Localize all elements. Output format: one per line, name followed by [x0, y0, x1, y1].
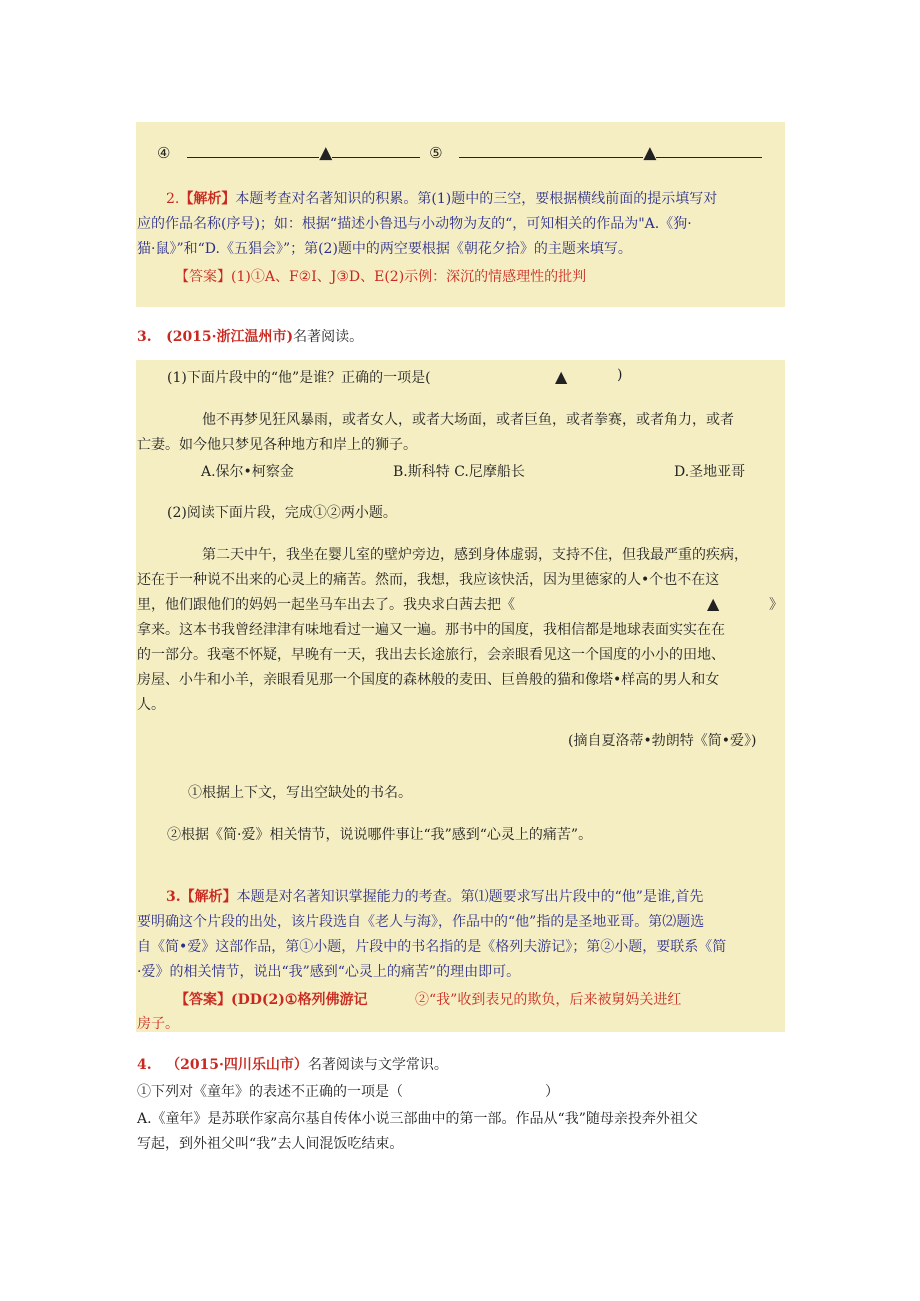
- question-4-title: 名著阅读与文学常识。: [307, 1057, 448, 1073]
- answer-2: 【答案】(1)①A、F②I、J③D、E(2)示例：深沉的情感理性的批判: [175, 269, 587, 285]
- answer-3-line-1: [175, 989, 682, 1009]
- triangle-marker: ▲: [555, 367, 568, 386]
- analysis-2-tag: 【解析】: [179, 191, 236, 207]
- analysis-3-line-1: [166, 886, 703, 906]
- passage-2-line-6: 房屋、小牛和小羊，亲眼看见那一个国度的森林般的麦田、巨兽般的猫和像塔•样高的男人和女: [137, 672, 720, 688]
- passage-2-line-3-close: 》: [769, 597, 783, 613]
- blank-line-4a: [187, 143, 319, 158]
- analysis-3-line-2: 要明确这个片段的出处，该片段选自《老人与海》，作品中的“他”指的是圣地亚哥。第⑵题选: [137, 914, 705, 930]
- triangle-marker: ▲: [707, 594, 720, 613]
- analysis-2-line-3: 猫·鼠》”和“D.《五猖会》”；第(2)题中的两空要根据《朝花夕拾》的主题来填写。: [137, 241, 632, 257]
- sub-1-text: (1)下面片段中的“他”是谁？正确的一项是(: [167, 370, 431, 386]
- analysis-2-number: 2.: [166, 191, 180, 207]
- question-3-sub-2: (2)阅读下面片段，完成①②两小题。: [167, 505, 397, 521]
- passage-2-line-1: 第二天中午，我坐在婴儿室的壁炉旁边，感到身体虚弱，支持不住，但我最严重的疾病，: [202, 547, 748, 563]
- blank-number-4: ④: [157, 144, 171, 162]
- blank-line-5a: [459, 143, 643, 158]
- blank-row: [157, 143, 762, 163]
- passage-2-line-7: 人。: [137, 697, 165, 713]
- question-3-source: (2015·浙江温州市): [166, 329, 294, 345]
- question-4-number: 4.: [137, 1057, 152, 1073]
- analysis-2-line-2: 应的作品名称(序号)；如：根据“描述小鲁迅与小动物为友的“，可知相关的作品为"A.《狗·: [137, 216, 692, 232]
- analysis-3-line-4: ·爱》的相关情节，说出“我”感到“心灵上的痛苦”的理由即可。: [137, 964, 521, 980]
- passage-2-line-3: [137, 594, 783, 614]
- blank-line-4b: [332, 143, 420, 158]
- question-4-header: [137, 1054, 448, 1074]
- passage-2-line-2: 还在于一种说不出来的心灵上的痛苦。然而，我想，我应该快活，因为里德家的人•个也不在这: [137, 572, 720, 588]
- answer-3-line-2: 房子。: [137, 1016, 179, 1032]
- passage-2-line-4: 拿来。这本书我曾经津津有味地看过一遍又一遍。那书中的国度，我相信都是地球表面实实在在: [137, 622, 725, 638]
- option-b-c: B.斯科特 C.尼摩船长: [393, 464, 525, 480]
- question-3-title: 名著阅读。: [293, 329, 364, 345]
- analysis-3-tag: 【解析】: [180, 889, 237, 905]
- question-4-sub-1: [137, 1081, 559, 1101]
- question-4-sub-1-close: ）: [545, 1084, 559, 1100]
- answer-3-part-2: ②“我”收到表兄的欺负，后来被舅妈关进红: [415, 992, 682, 1008]
- answer-3-tag: 【答案】(DD(2)①格列佛游记: [175, 992, 368, 1008]
- analysis-3-line-3: 自《简•爱》这部作品，第①小题，片段中的书名指的是《格列夫游记》；第②小题，要联系《简: [137, 939, 727, 955]
- question-4-option-a-line-1: A.《童年》是苏联作家高尔基自传体小说三部曲中的第一部。作品从“我”随母亲投奔外祖父: [137, 1111, 698, 1127]
- analysis-3-text: 本题是对名著知识掌握能力的考查。第⑴题要求写出片段中的“他”是谁,首先: [236, 889, 704, 905]
- question-3-number: 3.: [137, 329, 152, 345]
- analysis-3-number: 3.: [166, 889, 181, 905]
- option-d: D.圣地亚哥: [674, 464, 746, 480]
- blank-line-5b: [656, 143, 762, 158]
- question-4-option-a-line-2: 写起，到外祖父叫“我”去人间混饭吃结束。: [137, 1136, 404, 1152]
- blank-number-5: ⑤: [429, 144, 443, 162]
- triangle-marker: ▲: [643, 143, 657, 163]
- analysis-2-text: 本题考查对名著知识的积累。第(1)题中的三空，要根据横线前面的提示填写对: [235, 191, 718, 207]
- passage-2-line-3-text: 里，他们跟他们的妈妈一起坐马车出去了。我央求白茜去把《: [137, 597, 515, 613]
- triangle-marker: ▲: [319, 143, 333, 163]
- passage-2-line-5: 的一部分。我毫不怀疑，早晚有一天，我出去长途旅行，会亲眼看见这一个国度的小小的田地、: [137, 647, 725, 663]
- sub-1-close-paren: ): [617, 367, 623, 383]
- question-4-source: （2015·四川乐山市）: [166, 1057, 308, 1073]
- analysis-2-line-1: [166, 188, 717, 208]
- question-3-2-item-2: ②根据《简·爱》相关情节，说说哪件事让“我”感到“心灵上的痛苦”。: [167, 827, 593, 843]
- citation: (摘自夏洛蒂•勃朗特《简•爱》): [568, 733, 757, 749]
- question-3-2-item-1: ①根据上下文，写出空缺处的书名。: [188, 785, 412, 801]
- question-3-sub-1: [167, 367, 623, 387]
- passage-1-line-2: 亡妻。如今他只梦见各种地方和岸上的狮子。: [137, 437, 417, 453]
- option-a: A.保尔•柯察金: [201, 464, 294, 480]
- question-4-sub-1-text: ①下列对《童年》的表述不正确的一项是（: [137, 1084, 403, 1100]
- passage-1-line-1: 他不再梦见狂风暴雨，或者女人，或者大场面，或者巨鱼，或者拳赛，或者角力，或者: [202, 412, 734, 428]
- question-3-header: [137, 326, 363, 346]
